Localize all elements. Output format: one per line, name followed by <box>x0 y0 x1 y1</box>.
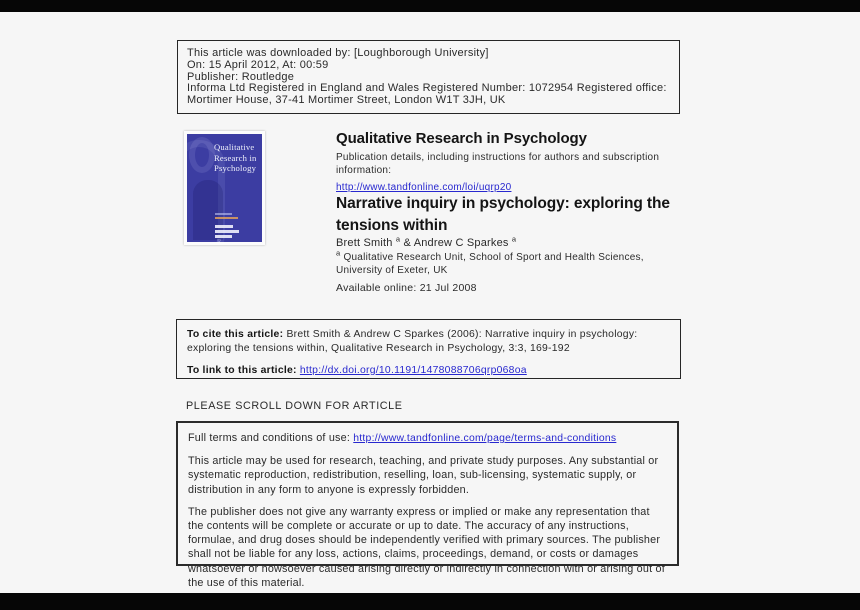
registration-line: Informa Ltd Registered in England and Wales Registered Number: 1072954 Registered office: <box>187 82 667 95</box>
publisher-line: Publisher: Routledge <box>187 70 295 83</box>
cover-journal-title <box>214 142 262 174</box>
download-date-line: On: 15 April 2012, At: 00:59 <box>187 58 329 71</box>
scroll-down-notice: PLEASE SCROLL DOWN FOR ARTICLE <box>186 400 403 412</box>
cover-title-line: Qualitative <box>214 142 255 152</box>
cite-label: To cite this article: <box>187 329 284 340</box>
doi-row <box>187 364 670 378</box>
author-byline <box>336 234 517 249</box>
author-affiliation-marker: a <box>511 234 517 244</box>
author-name: & Andrew C Sparkes <box>403 237 509 249</box>
citation-box <box>176 319 681 379</box>
cover-publisher-logo: R <box>217 237 222 242</box>
terms-link[interactable]: http://www.tandfonline.com/page/terms-and-conditions <box>353 433 617 444</box>
cite-row <box>187 328 670 357</box>
doi-label: To link to this article: <box>187 364 297 376</box>
registered-office-line: Mortimer House, 37-41 Mortimer Street, London W1T 3JH, UK <box>187 94 506 107</box>
publication-details-text: Publication details, including instructions for authors and subscription information: <box>336 152 660 177</box>
journal-url-link[interactable]: http://www.tandfonline.com/loi/uqrp20 <box>336 182 512 193</box>
affiliation-text: Qualitative Research Unit, School of Sport and Health Sciences, University of Exeter, UK <box>336 252 644 277</box>
available-online-date: Available online: 21 Jul 2008 <box>336 282 477 294</box>
journal-title-heading: Qualitative Research in Psychology <box>336 130 587 147</box>
doi-link[interactable]: http://dx.doi.org/10.1191/1478088706qrp068oa <box>299 364 527 376</box>
terms-intro-label: Full terms and conditions of use: <box>188 432 351 444</box>
article-title: Narrative inquiry in psychology: exploring the tensions within <box>336 195 670 234</box>
author-name: Brett Smith <box>336 237 393 249</box>
top-letterbox-bar <box>0 0 860 12</box>
download-info-box <box>177 40 680 114</box>
cover-swirl-graphic <box>189 137 215 173</box>
author-affiliation <box>336 248 686 278</box>
cover-title-line: Research in <box>214 152 257 163</box>
downloaded-by-line: This article was downloaded by: [Loughborough University] <box>187 47 489 59</box>
author-affiliation-marker: a <box>395 234 401 244</box>
cover-title-line: Psychology <box>214 163 257 174</box>
cite-text: Brett Smith & Andrew C Sparkes (2006): Narrative inquiry in psychology: exploring the tensions within, Qualitative Research in Psychology, 3:3, 169-192 <box>187 329 638 355</box>
cover-volume-info-lines <box>215 213 238 222</box>
terms-box <box>176 421 679 589</box>
bottom-letterbox-bar <box>0 593 860 610</box>
terms-paragraph: This article may be used for research, teaching, and private study purposes. Any substantial or systematic reproduction, redistribution, reselling, loan, sub-licensing, systematic supply, or distribution in any form to anyone is expressly forbidden. <box>188 455 659 496</box>
terms-paragraph: The publisher does not give any warranty express or implied or make any representation that the contents will be complete or accurate or up to date. The accuracy of any instructions, formulae, and drug doses should be independently verified with primary sources. The publisher shall not be liable for any loss, actions, claims, proceedings, demand, or costs or damages whatsoever or howsoever caused arising directly or indirectly in connection with or arising out of the use of this material. <box>188 505 665 589</box>
journal-cover-image <box>184 131 265 245</box>
journal-cover-art <box>187 134 262 242</box>
terms-intro-row <box>188 431 667 446</box>
affiliation-marker: a <box>336 248 341 258</box>
